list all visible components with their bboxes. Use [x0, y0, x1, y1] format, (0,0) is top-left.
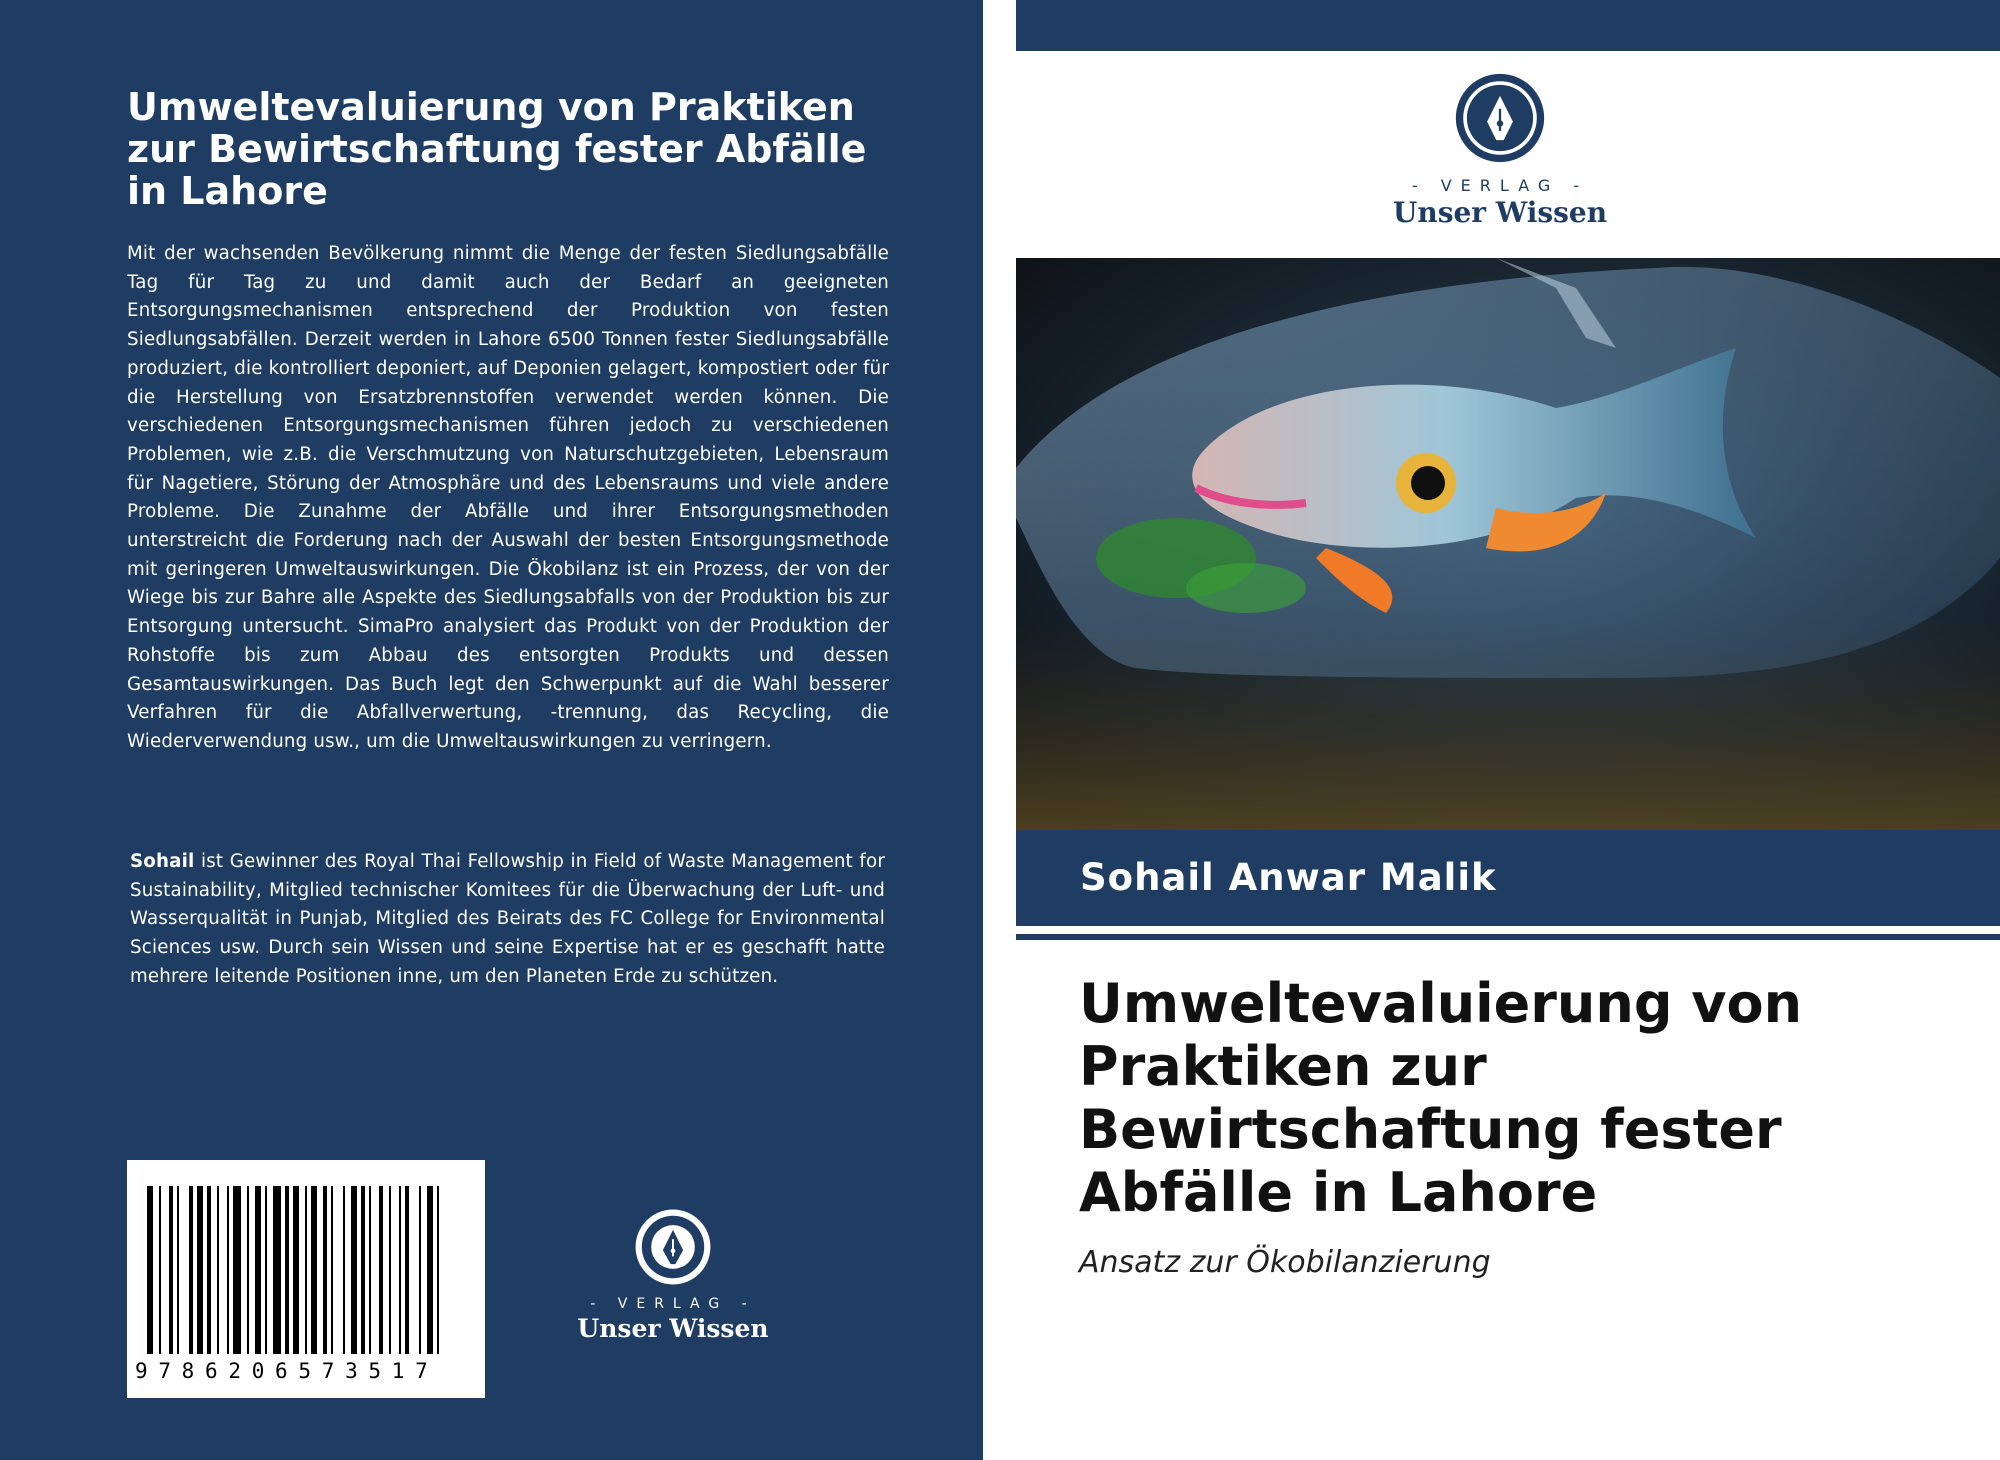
back-publisher-logo [560, 1208, 786, 1343]
barcode-bar [227, 1186, 229, 1354]
barcode-bar [331, 1186, 333, 1354]
publisher-name: Unser Wissen [1392, 196, 1608, 229]
publisher-name: Unser Wissen [577, 1314, 769, 1343]
barcode-bar [285, 1186, 289, 1354]
isbn-digits: 9786206573517 [135, 1359, 439, 1383]
front-cover-title: Umweltevaluierung von Praktiken zur Bewirtschaftung fester Abfälle in Lahore [1079, 972, 1803, 1224]
barcode-bar [427, 1186, 433, 1354]
barcode-bars [147, 1186, 465, 1354]
back-cover-title: Umweltevaluierung von Praktiken zur Bewirtschaftung fester Abfälle in Lahore [127, 85, 867, 213]
front-publisher-logo [1380, 72, 1620, 229]
front-author-name: Sohail Anwar Malik [1080, 856, 1497, 899]
barcode-bar [273, 1186, 281, 1354]
barcode-bar [147, 1186, 153, 1354]
barcode-bar [369, 1186, 371, 1354]
author-bio-text: ist Gewinner des Royal Thai Fellowship in Field of Waste Management for Sustainability, Mitglied technischer Komitees für die Überwachung der Luft- und Wasserqualität in Punjab, Mitglied des Beirats des FC College for Environmental Sciences usw. Durch sein Wissen und seine Expertise hat er es geschafft hatte mehrere leitende Positionen inne, um den Planeten Erde zu schützen. [130, 851, 885, 987]
barcode-bar [217, 1186, 219, 1354]
barcode-bar [247, 1186, 249, 1354]
barcode-bar [351, 1186, 357, 1354]
publisher-verlag-label: - VERLAG - [1411, 176, 1589, 195]
barcode-bar [293, 1186, 299, 1354]
barcode-bar [159, 1186, 161, 1354]
barcode-bar [343, 1186, 345, 1354]
barcode-bar [399, 1186, 401, 1354]
publisher-verlag-label: - VERLAG - [590, 1296, 756, 1312]
barcode-bar [361, 1186, 365, 1354]
barcode-bar [189, 1186, 193, 1354]
barcode-bar [255, 1186, 261, 1354]
back-cover [0, 0, 983, 1460]
isbn-barcode [127, 1160, 485, 1398]
barcode-bar [305, 1186, 307, 1354]
barcode-bar [437, 1186, 439, 1354]
fountain-pen-nib-icon [1454, 72, 1546, 164]
author-band [1016, 830, 2000, 926]
barcode-bar [323, 1186, 327, 1354]
barcode-bar [207, 1186, 211, 1354]
barcode-bar [419, 1186, 421, 1354]
barcode-bar [389, 1186, 391, 1354]
barcode-bar [233, 1186, 241, 1354]
barcode-bar [405, 1186, 409, 1354]
barcode-bar [311, 1186, 317, 1354]
barcode-bar [177, 1186, 179, 1354]
barcode-bar [197, 1186, 203, 1354]
divider-line [1016, 934, 2000, 940]
barcode-bar [379, 1186, 383, 1354]
author-bio-name: Sohail [130, 851, 195, 872]
back-cover-blurb: Mit der wachsenden Bevölkerung nimmt die Menge der festen Siedlungsabfälle Tag für Tag zu und damit auch der Bedarf an geeigneten Entsorgungsmechanismen entsprechend der Produktion von festen Siedlungsabfällen. Derzeit werden in Lahore 6500 Tonnen fester Siedlungsabfälle produziert, die kontrolliert deponiert, auf Deponien gelagert, kompostiert oder für die Herstellung von Ersatzbrennstoffen verwendet werden können. Die verschiedenen Entsorgungsmechanismen führen jedoch zu verschiedenen Problemen, wie z.B. die Verschmutzung von Naturschutzgebieten, Lebensraum für Nagetiere, Störung der Atmosphäre und des Lebensraums und viele andere Probleme. Die Zunahme der Abfälle und ihrer Entsorgungsmethoden unterstreicht die Forderung nach der Auswahl der besten Entsorgungsmethode mit geringeren Umweltauswirkungen. Die Ökobilanz ist ein Prozess, der von der Wiege bis zur Bahre alle Aspekte des Siedlungsabfalls von der Produktion bis zur Entsorgung untersucht. SimaPro analysiert das Produkt von der Produktion der Rohstoffe bis zum Abbau des entsorgten Produkts und dessen Gesamtauswirkungen. Das Buch legt den Schwerpunkt auf die Wahl besserer Verfahren für die Abfallverwertung, -trennung, das Recycling, die Wiederverwendung usw., um die Umweltauswirkungen zu verringern. [127, 243, 889, 752]
fountain-pen-nib-icon [634, 1208, 712, 1286]
cover-illustration [1016, 258, 2000, 830]
front-top-band [1016, 0, 2000, 51]
author-bio [130, 848, 885, 992]
barcode-bar [169, 1186, 173, 1354]
front-cover-subtitle: Ansatz zur Ökobilanzierung [1079, 1245, 1491, 1280]
barcode-bar [265, 1186, 267, 1354]
